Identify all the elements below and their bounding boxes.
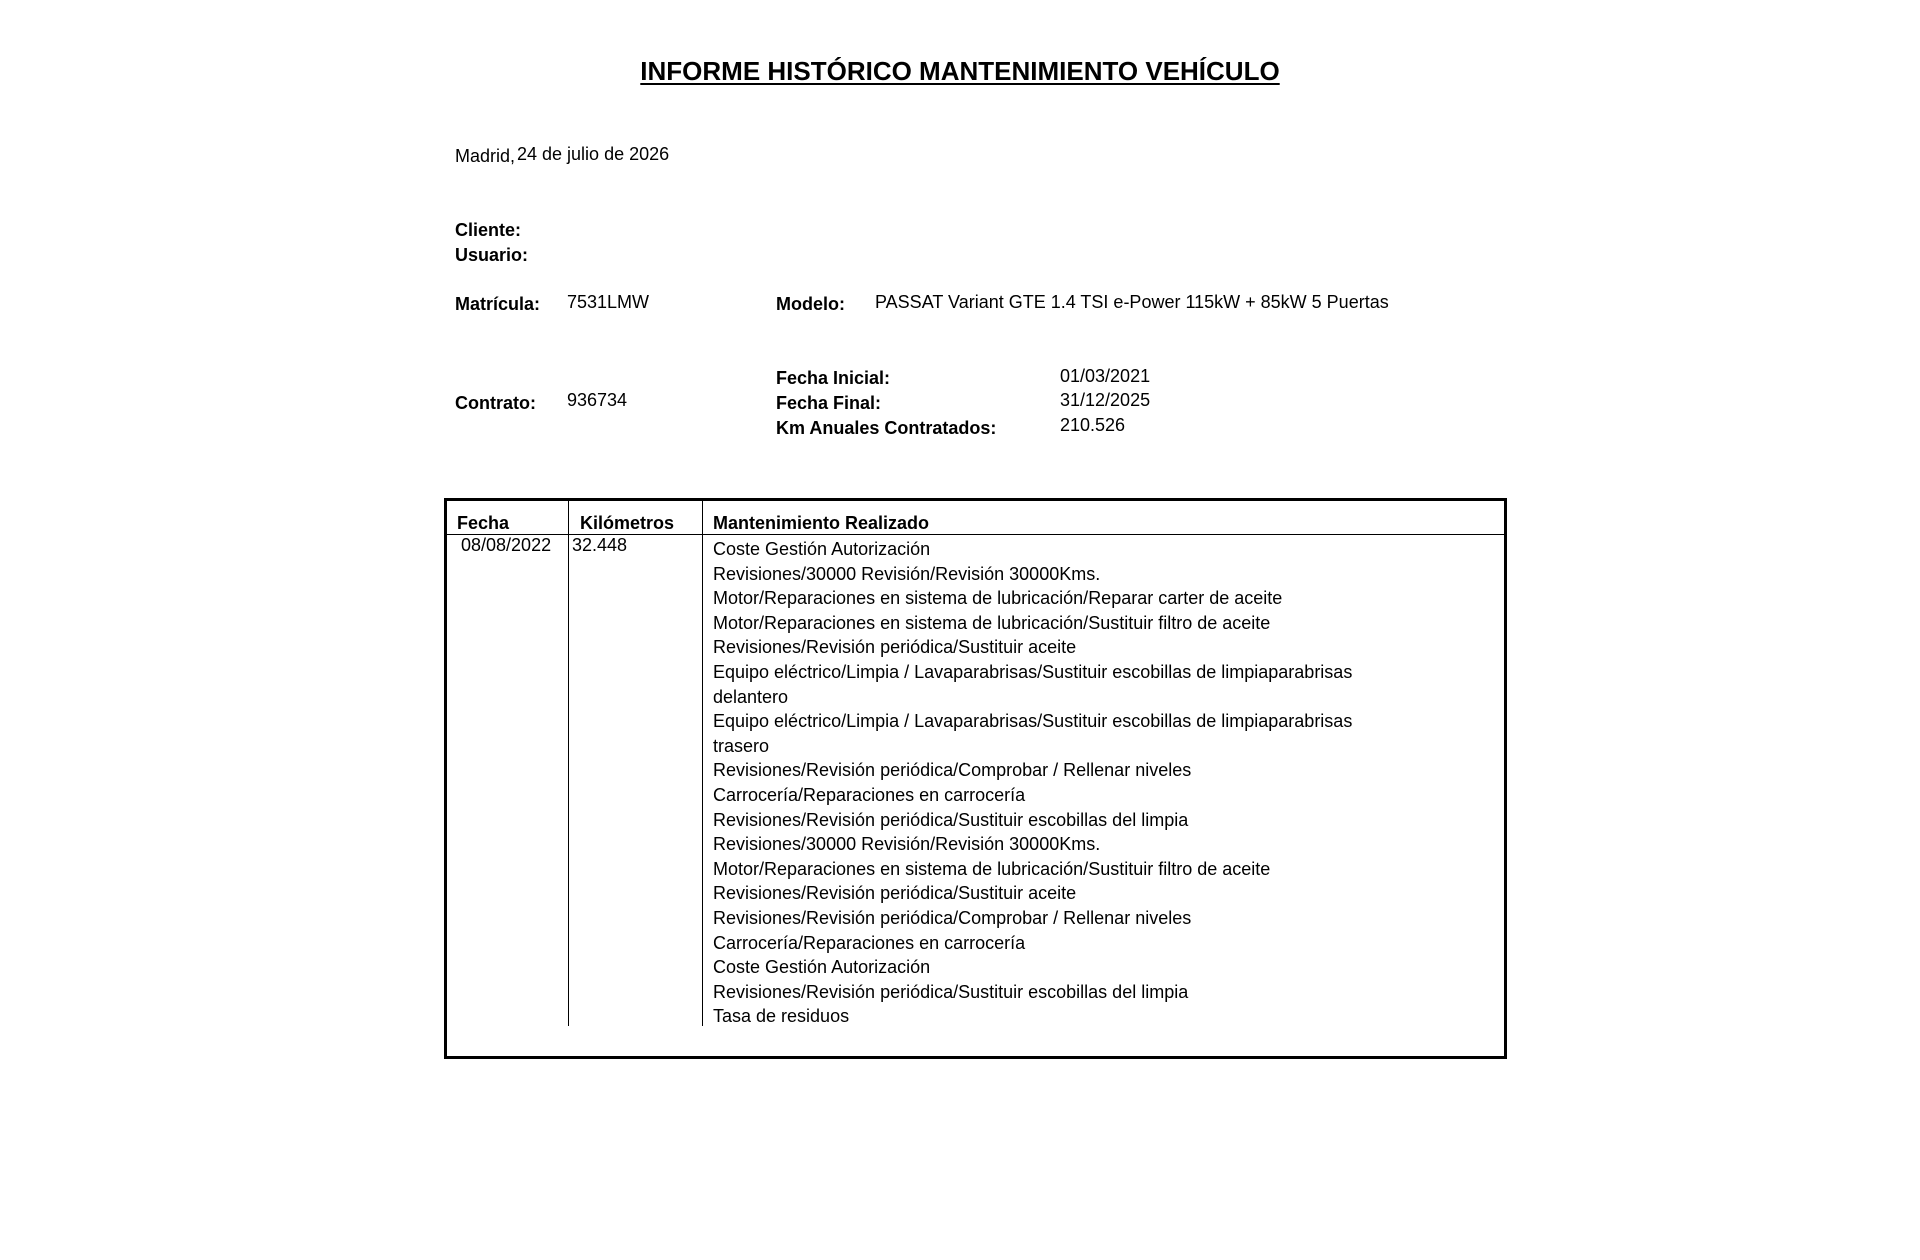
usuario-label: Usuario: — [455, 245, 529, 265]
maintenance-item: Revisiones/Revisión periódica/Sustituir escobillas del limpia — [713, 981, 1189, 1002]
maintenance-item: Carrocería/Reparaciones en carrocería — [713, 932, 1026, 953]
maintenance-item: Equipo eléctrico/Limpia / Lavaparabrisas/Sustituir escobillas de limpiaparabrisas — [713, 711, 1353, 732]
maintenance-item: Motor/Reparaciones en sistema de lubricación/Sustituir filtro de aceite — [713, 612, 1271, 633]
report-location: Madrid, — [455, 146, 516, 166]
maintenance-item: delantero — [713, 686, 789, 707]
matricula-value: 7531LMW — [567, 292, 650, 312]
fecha-final-value: 31/12/2025 — [1060, 390, 1151, 410]
fecha-final-label: Fecha Final: — [776, 393, 882, 413]
maintenance-table — [444, 498, 1507, 1059]
modelo-value: PASSAT Variant GTE 1.4 TSI e-Power 115kW + 85kW 5 Puertas — [875, 292, 1389, 312]
maintenance-item: Revisiones/Revisión periódica/Comprobar / Rellenar niveles — [713, 907, 1192, 928]
column-divider-fecha — [568, 501, 569, 1026]
maintenance-item: Equipo eléctrico/Limpia / Lavaparabrisas/Sustituir escobillas de limpiaparabrisas — [713, 661, 1353, 682]
report-title: INFORME HISTÓRICO MANTENIMIENTO VEHÍCULO — [640, 56, 1280, 86]
matricula-label: Matrícula: — [455, 294, 541, 314]
maintenance-item: trasero — [713, 735, 770, 756]
header-kilometros: Kilómetros — [580, 513, 675, 533]
contrato-label: Contrato: — [455, 393, 536, 413]
maintenance-item: Carrocería/Reparaciones en carrocería — [713, 784, 1026, 805]
row-maintenance-list — [713, 537, 1352, 1029]
maintenance-item: Motor/Reparaciones en sistema de lubricación/Reparar carter de aceite — [713, 588, 1283, 609]
km-anuales-value: 210.526 — [1060, 415, 1126, 435]
maintenance-item: Revisiones/Revisión periódica/Sustituir aceite — [713, 883, 1077, 904]
maintenance-item: Revisiones/30000 Revisión/Revisión 30000Kms. — [713, 834, 1101, 855]
maintenance-item: Motor/Reparaciones en sistema de lubricación/Sustituir filtro de aceite — [713, 858, 1271, 879]
header-mantenimiento: Mantenimiento Realizado — [713, 513, 930, 533]
modelo-label: Modelo: — [776, 294, 845, 314]
row-kilometros: 32.448 — [572, 535, 628, 555]
cliente-label: Cliente: — [455, 220, 522, 240]
header-fecha: Fecha — [457, 513, 510, 533]
km-anuales-label: Km Anuales Contratados: — [776, 418, 997, 438]
maintenance-item: Tasa de residuos — [713, 1006, 850, 1027]
contrato-value: 936734 — [567, 390, 628, 410]
report-date: 24 de julio de 2026 — [517, 144, 670, 164]
fecha-inicial-label: Fecha Inicial: — [776, 368, 891, 388]
maintenance-item: Revisiones/Revisión periódica/Sustituir aceite — [713, 637, 1077, 658]
maintenance-item: Coste Gestión Autorización — [713, 539, 931, 559]
maintenance-item: Revisiones/30000 Revisión/Revisión 30000Kms. — [713, 563, 1101, 584]
fecha-inicial-value: 01/03/2021 — [1060, 366, 1151, 386]
maintenance-item: Revisiones/Revisión periódica/Sustituir escobillas del limpia — [713, 809, 1189, 830]
maintenance-item: Revisiones/Revisión periódica/Comprobar / Rellenar niveles — [713, 760, 1192, 781]
row-fecha: 08/08/2022 — [461, 535, 552, 555]
column-divider-km — [702, 501, 703, 1026]
maintenance-item: Coste Gestión Autorización — [713, 957, 931, 978]
